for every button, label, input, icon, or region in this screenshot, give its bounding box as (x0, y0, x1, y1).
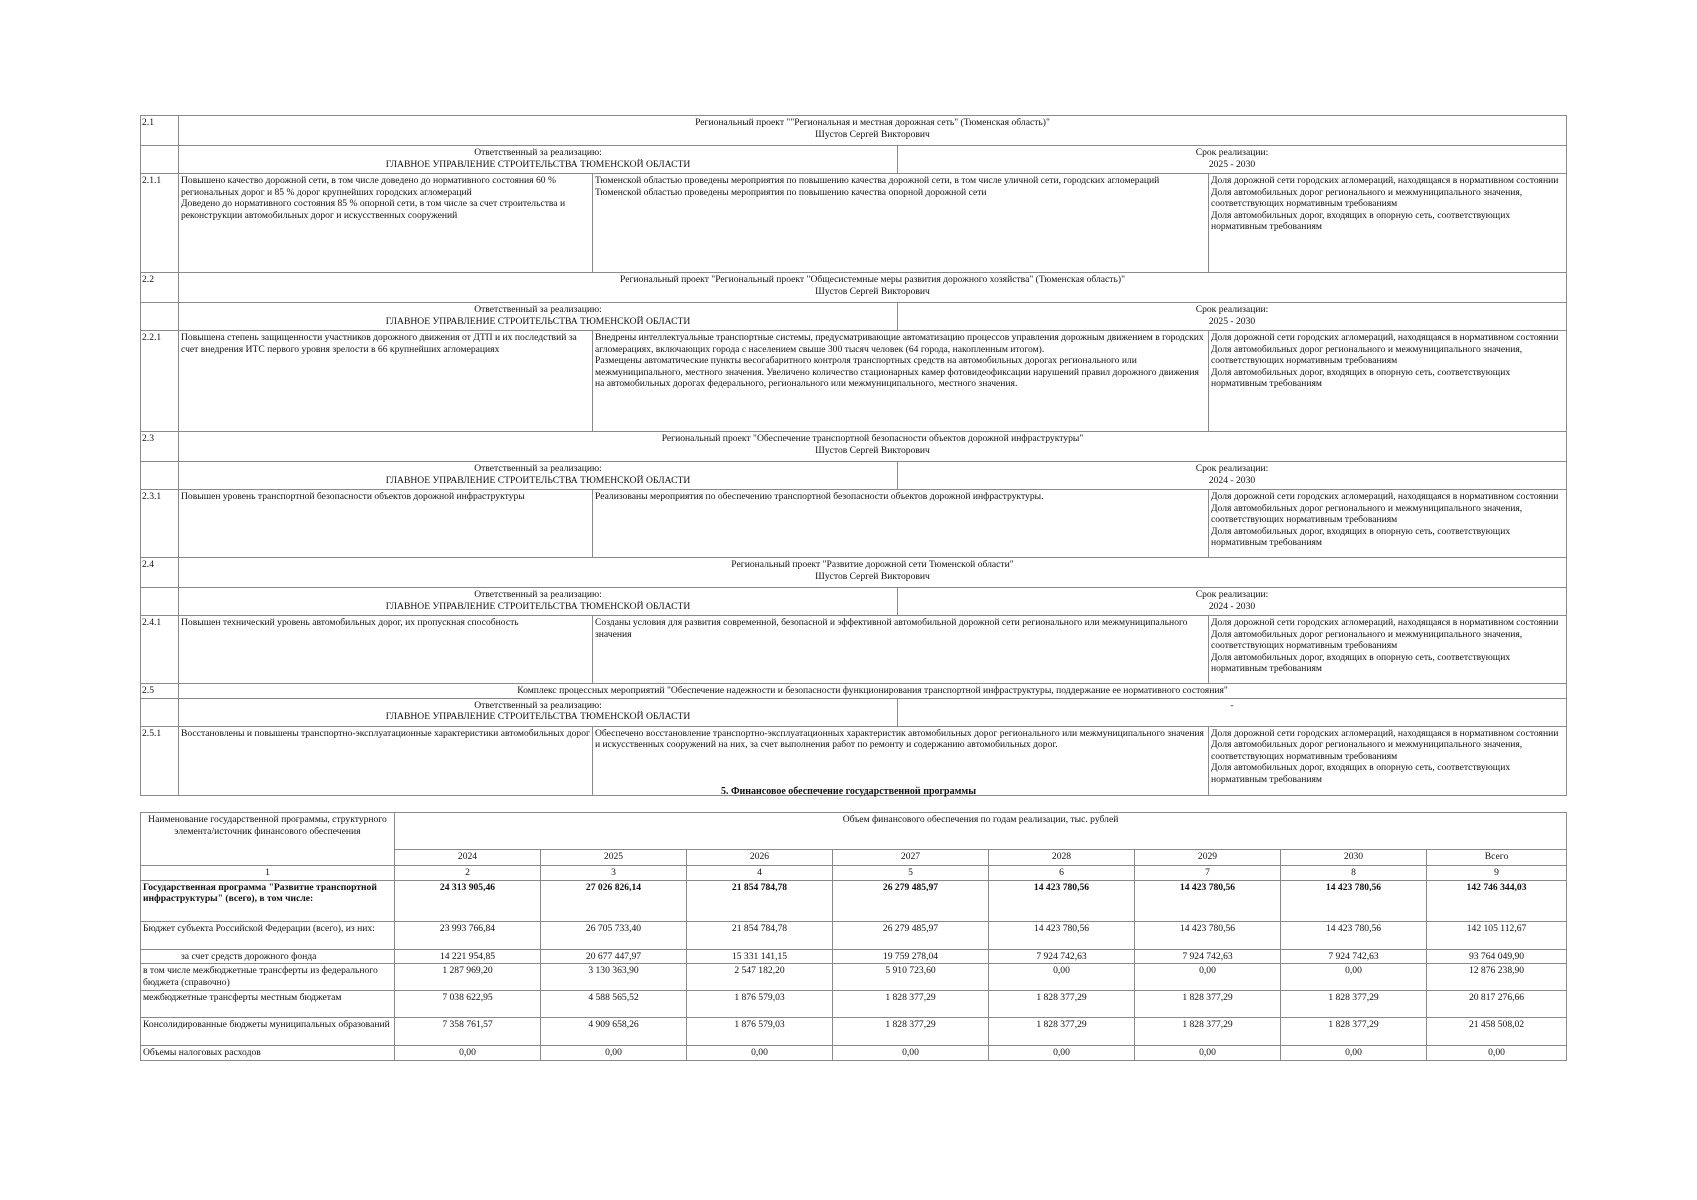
project-header-row (141, 684, 1567, 699)
finance-value: 0,00 (1281, 964, 1427, 991)
finance-value: 5 910 723,60 (833, 964, 989, 991)
total-header: Всего (1427, 850, 1567, 866)
finance-value: 0,00 (1135, 1046, 1281, 1061)
year-header: 2025 (541, 850, 687, 866)
item-number: 2.2.1 (141, 331, 179, 432)
item-number: 2.4.1 (141, 616, 179, 684)
finance-value: 0,00 (541, 1046, 687, 1061)
project-number: 2.1 (141, 116, 179, 146)
column-number: 9 (1427, 866, 1567, 881)
column-number: 1 (141, 866, 395, 881)
project-title-cell (179, 273, 1567, 303)
project-number: 2.5 (141, 684, 179, 699)
finance-value: 1 828 377,29 (1135, 1018, 1281, 1046)
project-number: 2.3 (141, 432, 179, 462)
finance-section-title: 5. Финансовое обеспечение государственной программы (720, 786, 977, 797)
item-number: 2.5.1 (141, 726, 179, 795)
finance-value: 1 828 377,29 (989, 1018, 1135, 1046)
item-number: 2.3.1 (141, 490, 179, 558)
finance-value: 26 279 485,97 (833, 880, 989, 921)
finance-value: 20 677 447,97 (541, 949, 687, 964)
responsible-org: ГЛАВНОЕ УПРАВЛЕНИЕ СТРОИТЕЛЬСТВА ТЮМЕНСКОЙ ОБЛАСТИ (385, 315, 691, 327)
term-label: Срок реализации: (1195, 304, 1269, 315)
finance-value: 20 817 276,66 (1427, 991, 1567, 1018)
finance-value: 26 705 733,40 (541, 921, 687, 949)
project-title-cell (179, 116, 1567, 146)
finance-value: 2 547 182,20 (687, 964, 833, 991)
empty-cell (141, 698, 179, 726)
project-number: 2.2 (141, 273, 179, 303)
responsible-cell (179, 462, 898, 490)
finance-value: 1 828 377,29 (833, 991, 989, 1018)
finance-value: 14 423 780,56 (1281, 880, 1427, 921)
responsible-label: Ответственный за реализацию: (474, 463, 602, 474)
finance-value: 21 854 784,78 (687, 921, 833, 949)
project-title: Региональный проект "Обеспечение транспортной безопасности объектов дорожной инфраструктуры" (661, 433, 1084, 444)
item-task: Повышен уровень транспортной безопасности объектов дорожной инфраструктуры (179, 490, 593, 558)
term-label: Срок реализации: (1195, 589, 1269, 600)
year-header: 2028 (989, 850, 1135, 866)
finance-header-row (141, 813, 1567, 850)
item-effect: Внедрены интеллектуальные транспортные системы, предусматривающие автоматизацию процессов управления дорожным движением в городских агломерациях, включающих города с населением свыше 300 тысяч человек (64 города, накопленным итогом). Размещены автоматические пункты весогабаритного контроля транспортных средств на автомобильных дорогах регионального или межмуниципального, местного значения. Увеличено количество стационарных камер фотовидеофиксации нарушений правил дорожного движения на автомобильных дорогах федерального, регионального или межмуниципального, местного значения. (593, 331, 1209, 432)
finance-row-name: межбюджетные трансферты местным бюджетам (141, 991, 395, 1018)
responsible-org: ГЛАВНОЕ УПРАВЛЕНИЕ СТРОИТЕЛЬСТВА ТЮМЕНСКОЙ ОБЛАСТИ (385, 474, 691, 486)
finance-value: 7 924 742,63 (989, 949, 1135, 964)
item-indicators: Доля дорожной сети городских агломераций, находящаяся в нормативном состоянии Доля автомобильных дорог регионального и межмуниципального значения, соответствующих нормативным требованиям Доля автомобильных дорог, входящих в опорную сеть, соответствующих нормативным требованиям (1209, 616, 1567, 684)
finance-value: 1 828 377,29 (1281, 991, 1427, 1018)
empty-cell (141, 462, 179, 490)
finance-row-name: за счет средств дорожного фонда (141, 949, 395, 964)
project-title: Региональный проект "Региональный проект "Общесистемные меры развития дорожного хозяйства" (Тюменская область)" (619, 274, 1125, 285)
empty-cell (141, 146, 179, 174)
item-indicators: Доля дорожной сети городских агломераций, находящаяся в нормативном состоянии Доля автомобильных дорог регионального и межмуниципального значения, соответствующих нормативным требованиям Доля автомобильных дорог, входящих в опорную сеть, соответствующих нормативным требованиям (1209, 174, 1567, 273)
project-header-row (141, 116, 1567, 146)
finance-value: 0,00 (1427, 1046, 1567, 1061)
item-number: 2.1.1 (141, 174, 179, 273)
finance-value: 14 221 954,85 (395, 949, 541, 964)
responsible-label: Ответственный за реализацию: (474, 699, 602, 711)
finance-row-name: Консолидированные бюджеты муниципальных образований (141, 1018, 395, 1046)
finance-value: 1 828 377,29 (1281, 1018, 1427, 1046)
project-item-row (141, 726, 1567, 795)
item-indicators: Доля дорожной сети городских агломераций, находящаяся в нормативном состоянии Доля автомобильных дорог регионального и межмуниципального значения, соответствующих нормативным требованиям Доля автомобильных дорог, входящих в опорную сеть, соответствующих нормативным требованиям (1209, 490, 1567, 558)
project-title-cell (179, 432, 1567, 462)
finance-value: 3 130 363,90 (541, 964, 687, 991)
finance-value: 1 876 579,03 (687, 1018, 833, 1046)
responsible-cell (179, 588, 898, 616)
finance-row (141, 1046, 1567, 1061)
project-title: Региональный проект ""Региональная и местная дорожная сеть" (Тюменская область)" (695, 117, 1050, 128)
finance-value: 0,00 (989, 1046, 1135, 1061)
project-header-row (141, 273, 1567, 303)
finance-value: 14 423 780,56 (1135, 880, 1281, 921)
finance-value: 26 279 485,97 (833, 921, 989, 949)
finance-value: 24 313 905,46 (395, 880, 541, 921)
finance-value: 14 423 780,56 (1135, 921, 1281, 949)
finance-value: 21 458 508,02 (1427, 1018, 1567, 1046)
project-item-row (141, 331, 1567, 432)
finance-value: 1 828 377,29 (833, 1018, 989, 1046)
finance-value: 1 828 377,29 (1135, 991, 1281, 1018)
project-item-row (141, 490, 1567, 558)
term-value: 2024 - 2030 (1208, 474, 1256, 486)
finance-value: 0,00 (1135, 964, 1281, 991)
project-responsible-row (141, 303, 1567, 331)
year-header: 2024 (395, 850, 541, 866)
column-number: 6 (989, 866, 1135, 881)
project-responsible-row (141, 698, 1567, 726)
finance-value: 0,00 (989, 964, 1135, 991)
project-item-row (141, 174, 1567, 273)
term-cell (898, 462, 1567, 490)
year-header: 2029 (1135, 850, 1281, 866)
project-responsible-row (141, 146, 1567, 174)
year-header: 2027 (833, 850, 989, 866)
finance-value: 19 759 278,04 (833, 949, 989, 964)
finance-value: 4 588 565,52 (541, 991, 687, 1018)
responsible-cell (179, 698, 898, 726)
project-responsible-person: Шустов Сергей Викторович (815, 570, 930, 582)
finance-colnum-row (141, 866, 1567, 881)
finance-value: 7 358 761,57 (395, 1018, 541, 1046)
finance-value: 14 423 780,56 (989, 880, 1135, 921)
term-value: 2025 - 2030 (1208, 315, 1256, 327)
finance-row (141, 964, 1567, 991)
finance-value: 93 764 049,90 (1427, 949, 1567, 964)
finance-row-name: Государственная программа "Развитие транспортной инфраструктуры" (всего), в том числе: (141, 880, 395, 921)
responsible-cell (179, 146, 898, 174)
project-responsible-person: Шустов Сергей Викторович (815, 285, 930, 297)
finance-row (141, 949, 1567, 964)
finance-value: 1 876 579,03 (687, 991, 833, 1018)
finance-row-name: Бюджет субъекта Российской Федерации (всего), из них: (141, 921, 395, 949)
term-value: 2024 - 2030 (1208, 600, 1256, 612)
finance-volume-header: Объем финансового обеспечения по годам реализации, тыс. рублей (395, 813, 1567, 850)
column-number: 2 (395, 866, 541, 881)
term-cell (898, 698, 1567, 726)
year-header: 2030 (1281, 850, 1427, 866)
finance-row-name: Объемы налоговых расходов (141, 1046, 395, 1061)
finance-value: 4 909 658,26 (541, 1018, 687, 1046)
project-responsible-row (141, 462, 1567, 490)
finance-value: 12 876 238,90 (1427, 964, 1567, 991)
project-item-row (141, 616, 1567, 684)
project-header-row (141, 558, 1567, 588)
item-indicators: Доля дорожной сети городских агломераций, находящаяся в нормативном состоянии Доля автомобильных дорог регионального и межмуниципального значения, соответствующих нормативным требованиям Доля автомобильных дорог, входящих в опорную сеть, соответствующих нормативным требованиям (1209, 726, 1567, 795)
term-value: 2025 - 2030 (1208, 158, 1256, 170)
item-effect: Обеспечено восстановление транспортно-эксплуатационных характеристик автомобильных дорог регионального или межмуниципального значения и искусственных сооружений на них, за счет выполнения работ по ремонту и содержанию автомобильных дорог. (593, 726, 1209, 795)
responsible-label: Ответственный за реализацию: (474, 147, 602, 158)
finance-value: 0,00 (1281, 1046, 1427, 1061)
item-effect: Созданы условия для развития современной, безопасной и эффективной автомобильной дорожной сети регионального или межмуниципального значения (593, 616, 1209, 684)
finance-value: 142 746 344,03 (1427, 880, 1567, 921)
finance-row (141, 991, 1567, 1018)
responsible-org: ГЛАВНОЕ УПРАВЛЕНИЕ СТРОИТЕЛЬСТВА ТЮМЕНСКОЙ ОБЛАСТИ (385, 711, 691, 722)
project-header-row (141, 432, 1567, 462)
term-label: Срок реализации: (1195, 463, 1269, 474)
column-number: 3 (541, 866, 687, 881)
column-number: 5 (833, 866, 989, 881)
responsible-org: ГЛАВНОЕ УПРАВЛЕНИЕ СТРОИТЕЛЬСТВА ТЮМЕНСКОЙ ОБЛАСТИ (385, 600, 691, 612)
term-label: Срок реализации: (1195, 147, 1269, 158)
item-task: Повышено качество дорожной сети, в том числе доведено до нормативного состояния 60 % региональных дорог и 85 % дорог крупнейших городских агломераций Доведено до нормативного состояния 85 % опорной сети, в том числе за счет строительства и реконструкции автомобильных дорог и искусственных сооружений (179, 174, 593, 273)
item-task: Восстановлены и повышены транспортно-эксплуатационные характеристики автомобильных дорог (179, 726, 593, 795)
item-task: Повышен технический уровень автомобильных дорог, их пропускная способность (179, 616, 593, 684)
finance-value: 27 026 826,14 (541, 880, 687, 921)
item-task: Повышена степень защищенности участников дорожного движения от ДТП и их последствий за счет внедрения ИТС первого уровня зрелости в 66 крупнейших агломерациях (179, 331, 593, 432)
projects-table (140, 115, 1567, 796)
finance-value: 7 038 622,95 (395, 991, 541, 1018)
term-value: - (1230, 699, 1234, 711)
finance-row (141, 1018, 1567, 1046)
finance-value: 21 854 784,78 (687, 880, 833, 921)
project-title-cell (179, 558, 1567, 588)
item-effect: Тюменской областью проведены мероприятия по повышению качества дорожной сети, в том числе уличной сети, городских агломераций Тюменской областью проведены мероприятия по повышению качества опорной дорожной сети (593, 174, 1209, 273)
finance-name-header: Наименование государственной программы, структурного элемента/источник финансового обеспечения (141, 813, 395, 866)
project-title: Региональный проект "Развитие дорожной сети Тюменской области" (731, 559, 1014, 570)
finance-value: 14 423 780,56 (1281, 921, 1427, 949)
finance-value: 0,00 (833, 1046, 989, 1061)
project-responsible-person: Шустов Сергей Викторович (815, 128, 930, 140)
finance-table (140, 812, 1567, 1061)
finance-value: 1 287 969,20 (395, 964, 541, 991)
finance-value: 7 924 742,63 (1135, 949, 1281, 964)
finance-value: 0,00 (395, 1046, 541, 1061)
finance-row (141, 921, 1567, 949)
project-title: Комплекс процессных мероприятий "Обеспечение надежности и безопасности функционирования транспортной инфраструктуры, поддержание ее нормативного состояния" (517, 685, 1228, 696)
empty-cell (141, 588, 179, 616)
responsible-label: Ответственный за реализацию: (474, 304, 602, 315)
finance-value: 15 331 141,15 (687, 949, 833, 964)
responsible-label: Ответственный за реализацию: (474, 589, 602, 600)
finance-value: 142 105 112,67 (1427, 921, 1567, 949)
finance-value: 7 924 742,63 (1281, 949, 1427, 964)
item-effect: Реализованы мероприятия по обеспечению транспортной безопасности объектов дорожной инфраструктуры. (593, 490, 1209, 558)
item-indicators: Доля дорожной сети городских агломераций, находящаяся в нормативном состоянии Доля автомобильных дорог регионального и межмуниципального значения, соответствующих нормативным требованиям Доля автомобильных дорог, входящих в опорную сеть, соответствующих нормативным требованиям (1209, 331, 1567, 432)
finance-row (141, 880, 1567, 921)
finance-value: 14 423 780,56 (989, 921, 1135, 949)
term-cell (898, 146, 1567, 174)
column-number: 7 (1135, 866, 1281, 881)
project-responsible-person: Шустов Сергей Викторович (815, 444, 930, 456)
finance-value: 23 993 766,84 (395, 921, 541, 949)
year-header: 2026 (687, 850, 833, 866)
responsible-org: ГЛАВНОЕ УПРАВЛЕНИЕ СТРОИТЕЛЬСТВА ТЮМЕНСКОЙ ОБЛАСТИ (385, 158, 691, 170)
project-number: 2.4 (141, 558, 179, 588)
finance-value: 1 828 377,29 (989, 991, 1135, 1018)
empty-cell (141, 303, 179, 331)
column-number: 8 (1281, 866, 1427, 881)
responsible-cell (179, 303, 898, 331)
column-number: 4 (687, 866, 833, 881)
project-title-cell (179, 684, 1567, 699)
project-responsible-row (141, 588, 1567, 616)
term-cell (898, 588, 1567, 616)
term-cell (898, 303, 1567, 331)
finance-value: 0,00 (687, 1046, 833, 1061)
finance-row-name: в том числе межбюджетные трансферты из федерального бюджета (справочно) (141, 964, 395, 991)
